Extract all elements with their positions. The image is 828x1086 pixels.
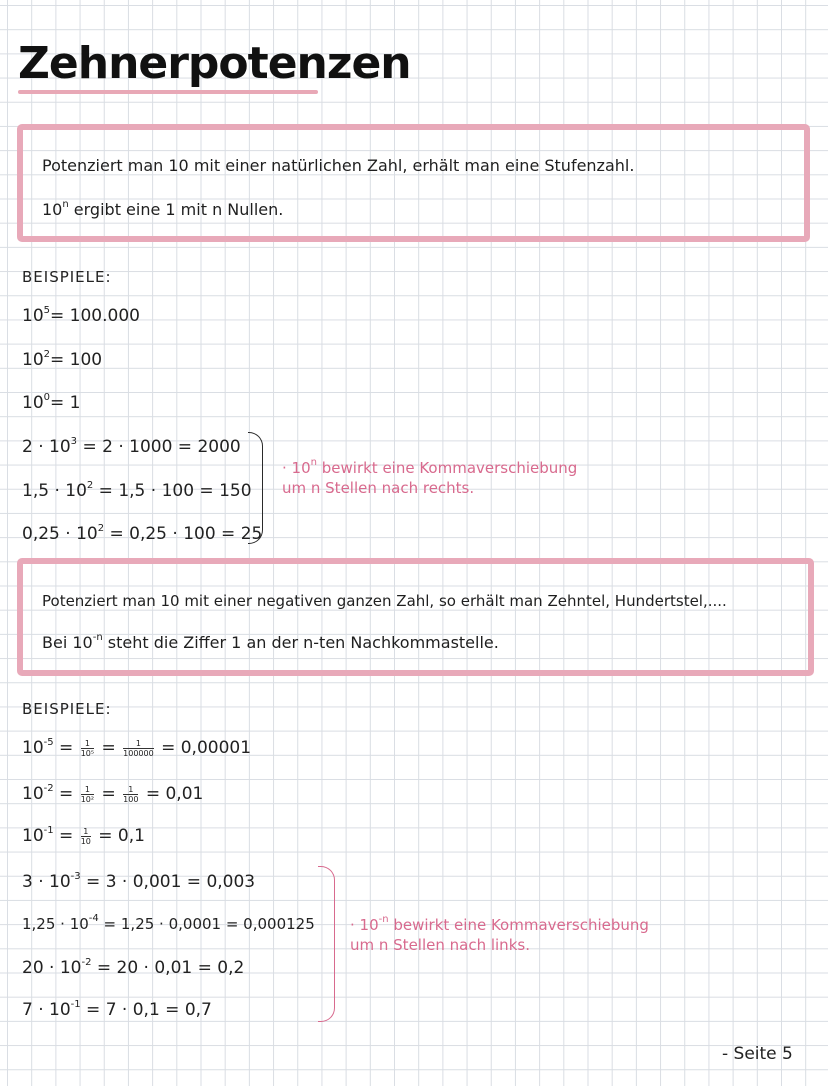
example2-row: $3 \cdot 10^{-3} = 3 \cdot 0,001 = 0,003$	[22, 871, 256, 892]
examples2-label: BEISPIELE:	[22, 700, 112, 718]
title-underline	[18, 90, 318, 94]
rule-box-negative	[17, 558, 814, 676]
rule1-line2: 10$^n$ ergibt eine 1 mit n Nullen.	[42, 199, 284, 219]
rule1-line1: Potenziert man 10 mit einer natürlichen Zahl, erhält man eine Stufenzahl.	[42, 156, 635, 175]
curly-brace-2	[318, 866, 335, 1022]
fraction: $\frac{1}{100}$	[123, 784, 139, 804]
examples1-label: BEISPIELE:	[22, 268, 112, 286]
example2-row: $10^{-2}$ = $\frac{1}{\text{10²}}$ = $\frac{1}{100}$ = 0,01	[22, 783, 204, 804]
fraction: $\frac{1}{10}$	[80, 826, 91, 846]
example2-row: $20 \cdot 10^{-2} = 20 \cdot 0,01 = 0,2$	[22, 957, 245, 978]
example1-row: $2 \cdot 10^3 = 2 \cdot 1000 = 2000$	[22, 436, 241, 457]
shift-left-note: · $10^{-n}$ bewirkt eine Kommaverschiebung um n Stellen nach links.	[350, 914, 649, 954]
page-number: - Seite 5	[722, 1044, 793, 1064]
example1-row: $1,5 \cdot 10^2 = 1,5 \cdot 100 = 150$	[22, 480, 252, 501]
example2-row: $10^{-5}$ = $\frac{1}{\text{10⁵}}$ = $\frac{1}{100000}$ = 0,00001	[22, 737, 252, 758]
example1-row: $0,25 \cdot 10^2 = 0,25 \cdot 100 = 25$	[22, 523, 263, 544]
rule-box-positive	[17, 124, 810, 242]
curly-brace-1	[248, 432, 263, 544]
example2-row: $10^{-1}$ = $\frac{1}{10}$ = 0,1	[22, 825, 145, 846]
example1-row: $10^2= 100$	[22, 349, 103, 370]
shift-right-note: · $10^n$ bewirkt eine Kommaverschiebung um n Stellen nach rechts.	[282, 457, 578, 497]
rule2-line1: Potenziert man 10 mit einer negativen ganzen Zahl, so erhält man Zehntel, Hundertstel,....	[42, 592, 727, 610]
example2-row: $1,25 \cdot 10^{-4} = 1,25 \cdot 0,0001 = 0,000125$	[22, 913, 315, 933]
page-title: Zehnerpotenzen	[18, 38, 411, 89]
fraction: $\frac{1}{\text{10²}}$	[80, 784, 95, 804]
example1-row: $10^0= 1$	[22, 392, 81, 413]
fraction: $\frac{1}{100000}$	[123, 738, 154, 758]
example2-row: $7 \cdot 10^{-1} = 7 \cdot 0,1 = 0,7$	[22, 999, 212, 1020]
example1-row: $10^5= 100.000$	[22, 305, 140, 326]
fraction: $\frac{1}{\text{10⁵}}$	[80, 738, 95, 758]
rule2-line2: Bei $10^{-n}$ steht die Ziffer 1 an der n-ten Nachkommastelle.	[42, 632, 499, 652]
